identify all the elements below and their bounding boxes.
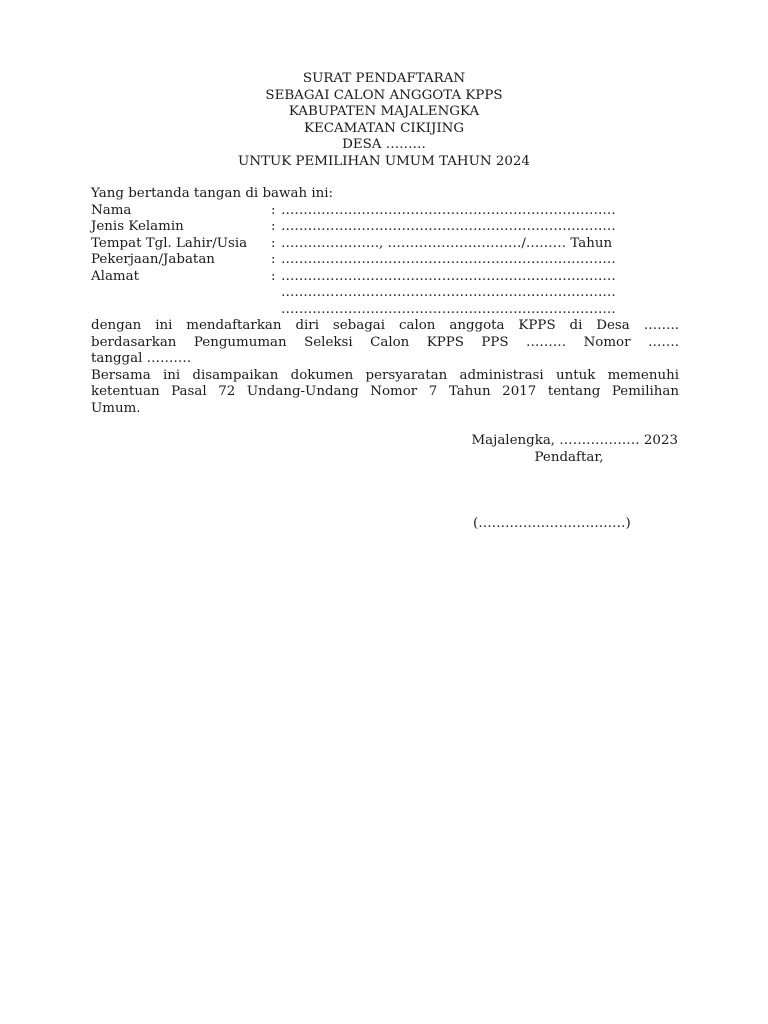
document-heading	[0, 71, 768, 170]
field-label: Nama	[91, 202, 132, 218]
field-value: …………………., …………………………/……… Tahun	[281, 235, 613, 251]
heading-district: KECAMATAN CIKIJING	[303, 120, 465, 136]
field-nama	[91, 203, 679, 220]
field-colon: :	[271, 235, 276, 251]
signature-block	[440, 433, 678, 466]
paragraph1-line: tanggal ……….	[91, 351, 192, 366]
paragraph1-line: berdasarkan Pengumuman Seleksi Calon KPPS PPS ……… Nomor …….	[91, 334, 679, 350]
field-pekerjaan	[91, 252, 679, 269]
document-body	[91, 186, 679, 417]
field-label: Alamat	[91, 268, 139, 284]
field-colon: :	[271, 252, 276, 267]
paragraph1-line: dengan ini mendaftarkan diri sebagai calon anggota KPPS di Desa ……..	[91, 318, 679, 333]
heading-election: UNTUK PEMILIHAN UMUM TAHUN 2024	[238, 153, 530, 169]
paragraph2-line: ketentuan Pasal 72 Undang-Undang Nomor 7 Tahun 2017 tentang Pemilihan	[91, 384, 679, 399]
signature-name: (……………………………)	[473, 516, 631, 531]
signature-place-date: Majalengka, ……………… 2023	[471, 433, 678, 448]
field-value: …………………………………………………………………	[281, 202, 616, 218]
field-tempat-tgl-lahir	[91, 236, 679, 253]
field-value: …………………………………………………………………	[281, 219, 616, 234]
heading-subtitle: SEBAGAI CALON ANGGOTA KPPS	[265, 87, 503, 103]
field-alamat	[91, 269, 679, 286]
field-colon: :	[271, 219, 276, 234]
signature-role: Pendaftar,	[534, 449, 604, 465]
paragraph2-line: Umum.	[91, 400, 141, 416]
heading-regency: KABUPATEN MAJALENGKA	[288, 104, 480, 119]
field-label: Tempat Tgl. Lahir/Usia	[91, 235, 248, 251]
field-colon: :	[271, 202, 276, 218]
paragraph2-line: Bersama ini disampaikan dokumen persyaratan administrasi untuk memenuhi	[91, 367, 679, 383]
field-label: Jenis Kelamin	[91, 219, 184, 234]
field-value: …………………………………………………………………	[281, 252, 616, 267]
address-continuation: …………………………………………………………………	[281, 285, 616, 300]
field-colon: :	[271, 268, 276, 284]
field-value: …………………………………………………………………	[281, 268, 616, 284]
address-continuation: …………………………………………………………………	[281, 301, 616, 317]
heading-village: DESA ………	[342, 137, 426, 152]
field-jenis-kelamin	[91, 219, 679, 236]
field-label: Pekerjaan/Jabatan	[91, 252, 215, 267]
intro-text: Yang bertanda tangan di bawah ini:	[91, 186, 334, 201]
heading-title: SURAT PENDAFTARAN	[302, 71, 466, 86]
